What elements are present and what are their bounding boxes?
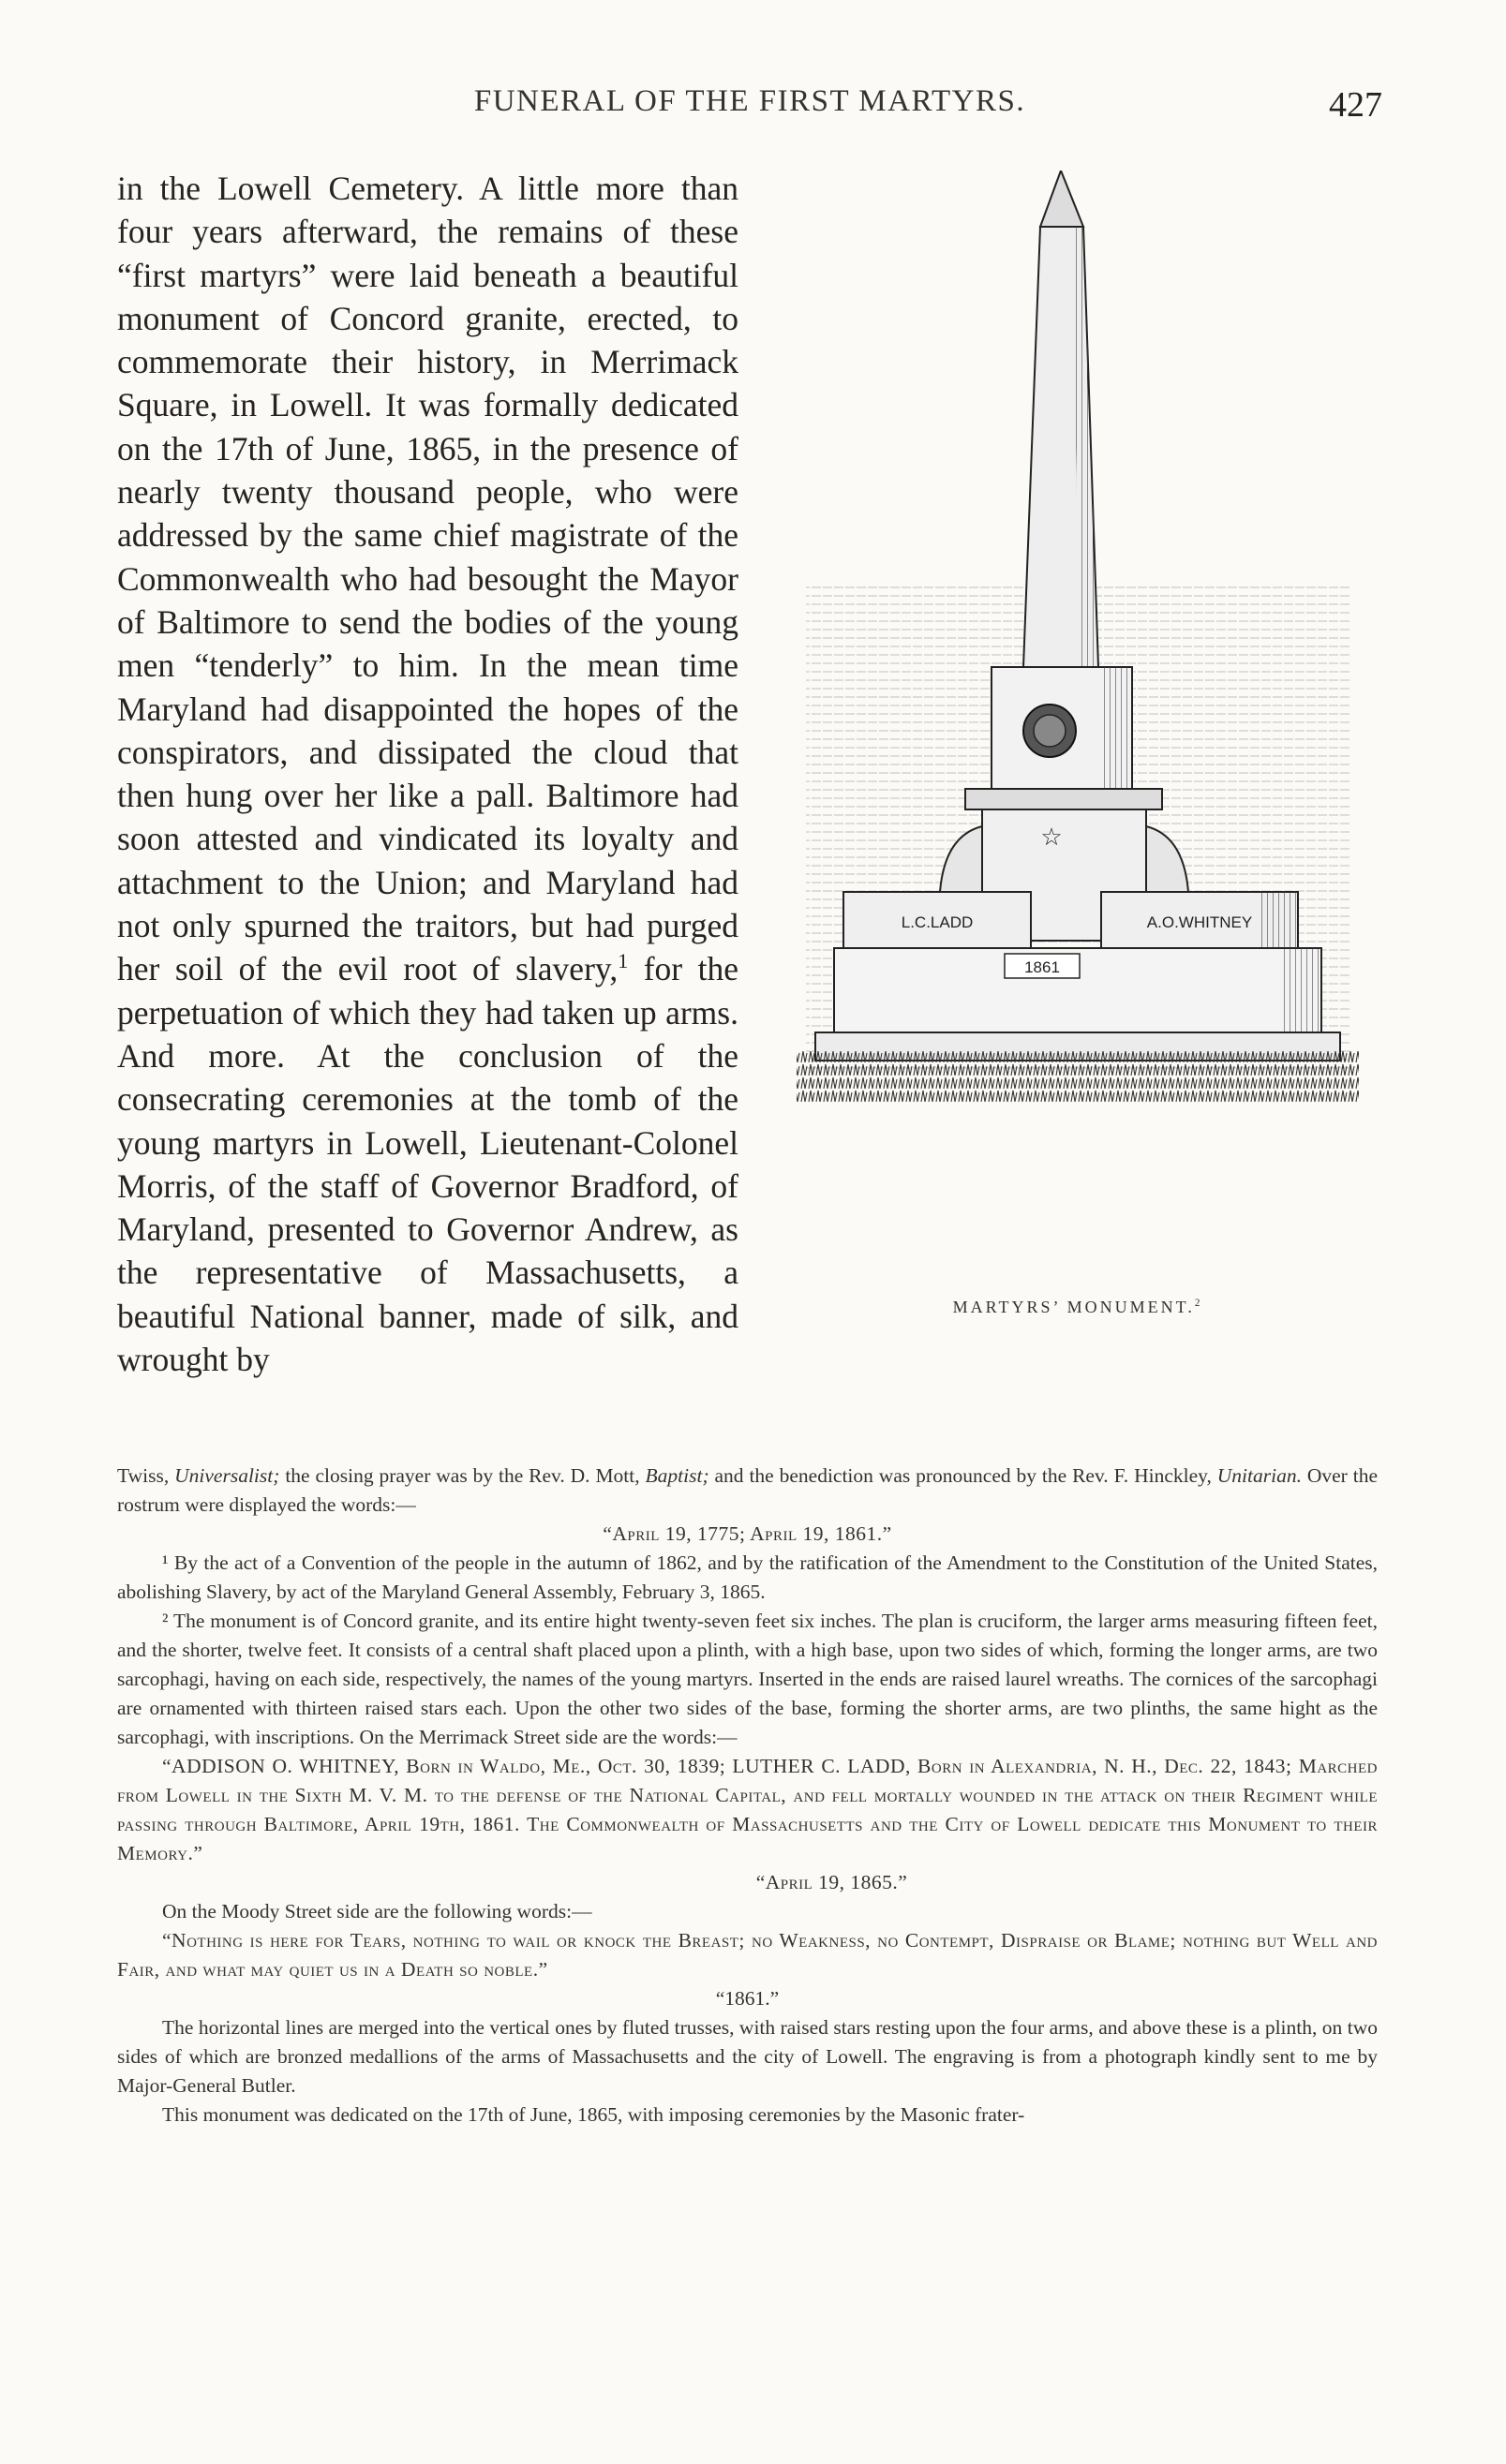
medallion-plinth-shade xyxy=(1101,667,1132,789)
merrimack-inscription: “ADDISON O. WHITNEY, Born in Waldo, Me., Oct. 30, 1839; LUTHER C. LADD, Born in Alexandria, N. H., Dec. 22, 1843; Marched from Lowell in the Sixth M. V. M. to the defense of the National Capital, and fell mortally wounded in the attack on their Regiment while passing through Baltimore, April 19th, 1861. The Commonwealth of Massachusetts and the City of Lowell dedicate this Monument to their Memory.” xyxy=(117,1755,1378,1864)
footnote-continuation xyxy=(117,1462,1378,1520)
body-text xyxy=(117,167,1378,1381)
footnote-dedication: This monument was dedicated on the 17th of June, 1865, with imposing ceremonies by the Masonic frater- xyxy=(162,2103,1025,2126)
lower-base-shade xyxy=(1284,948,1321,1032)
footnote-rostrum-quote: “April 19, 1775; April 19, 1861.” xyxy=(603,1522,892,1545)
body-text-part-1: in the Lowell Cemetery. A little more than four years afterward, the remains of these “first martyrs” were laid beneath a beautiful monument of Concord granite, erected, to commemorate their history, in Merrimack Square, in Lowell. It was formally dedicated on the 17th of June, 1865, in the presence of nearly twenty thousand people, who were addressed by the same chief magistrate of the Commonwealth who had besought the Mayor of Baltimore to send the bodies of the young men “tenderly” to him. In the mean time Maryland had disappointed the hopes of the conspirators, and dissipated the cloud that then hung over her like a pall. Baltimore had soon attested and vindicated its loyalty and attachment to the Union; and Maryland had not only spurned the traitors, but had purged her soil of the evil root of slavery, xyxy=(117,170,738,988)
obelisk-tip xyxy=(1040,171,1083,227)
footnote-1: ¹ By the act of a Convention of the people in the autumn of 1862, and by the ratification of the Amendment to the Constitution of the United States, abolishing Slavery, by act of the Maryland General Assembly, February 3, 1865. xyxy=(117,1551,1378,1603)
merrimack-inscription-date: “April 19, 1865.” xyxy=(755,1871,908,1893)
medallion-inner xyxy=(1034,715,1066,747)
fn-cont-unitarian: Unitarian. xyxy=(1216,1464,1302,1487)
cornice xyxy=(965,789,1162,809)
fn-cont-c: and the benediction was pronounced by the Rev. F. Hinckley, xyxy=(708,1464,1217,1487)
fn-cont-d: Over the rostrum were displayed the words:— xyxy=(117,1464,1378,1516)
moody-inscription-date: “1861.” xyxy=(715,1987,780,2010)
sarcophagus-right-shade xyxy=(1260,892,1298,948)
year-plate-text: 1861 xyxy=(1024,958,1060,976)
moody-street-intro: On the Moody Street side are the following words:— xyxy=(162,1900,592,1922)
moody-inscription: “Nothing is here for Tears, nothing to wail or knock the Breast; no Weakness, no Contempt, Dispraise or Blame; nothing but Well and Fair, and what may quiet us in a Death so noble.” xyxy=(117,1929,1378,1981)
figure-caption xyxy=(778,1285,1378,1328)
footnote-marker-1: 1 xyxy=(618,949,629,973)
figure-caption-text: MARTYRS’ MONUMENT. xyxy=(952,1298,1195,1316)
footnote-horizontal-lines: The horizontal lines are merged into the vertical ones by fluted trusses, with raised stars resting upon the four arms, and above these is a plinth, on two sides of which are bronzed medallions of the arms of Massachusetts and the city of Lowell. The engraving is from a photograph kindly sent to me by Major-General Butler. xyxy=(117,2016,1378,2097)
star-ornament: ☆ xyxy=(1040,824,1063,851)
page-number: 427 xyxy=(1329,85,1382,125)
monument-engraving xyxy=(778,171,1378,1285)
fn-cont-baptist: Baptist; xyxy=(645,1464,709,1487)
footnotes xyxy=(117,1462,1378,2130)
inscription-right: A.O.WHITNEY xyxy=(1146,913,1253,931)
running-title: FUNERAL OF THE FIRST MARTYRS. xyxy=(473,84,1026,118)
monument-figure xyxy=(778,171,1378,1323)
figure-caption-fn-marker: 2 xyxy=(1194,1298,1203,1309)
fn-cont-a: Twiss, xyxy=(117,1464,175,1487)
running-head xyxy=(117,84,1382,131)
grass xyxy=(797,1051,1359,1103)
fn-cont-b: the closing prayer was by the Rev. D. Mott, xyxy=(279,1464,646,1487)
fn-cont-universalist: Universalist; xyxy=(174,1464,280,1487)
inscription-left: L.C.LADD xyxy=(901,913,974,931)
body-text-part-2: for the perpetuation of which they had taken up arms. And more. At the conclusion of the consecrating ceremonies at the tomb of the young martyrs in Lowell, Lieutenant-Colonel Morris, of the staff of Governor Bradford, of Maryland, presented to Governor Andrew, as the representative of Massachusetts, a beautiful National banner, made of silk, and wrought by xyxy=(117,950,739,1379)
footnote-2: ² The monument is of Concord granite, and its entire hight twenty-seven feet six inches. The plan is cruciform, the larger arms measuring fifteen feet, and the shorter, twelve feet. It consists of a central shaft placed upon a plinth, with a high base, upon two sides of which, forming the longer arms, are two sarcophagi, having on each side, respectively, the names of the young martyrs. Inserted in the ends are raised laurel wreaths. The cornices of the sarcophagi are ornamented with thirteen raised stars each. Upon the other two sides of the base, forming the shorter arms, are two plinths, the same hight as the sarcophagi, with inscriptions. On the Merrimack Street side are the words:— xyxy=(117,1610,1378,1748)
